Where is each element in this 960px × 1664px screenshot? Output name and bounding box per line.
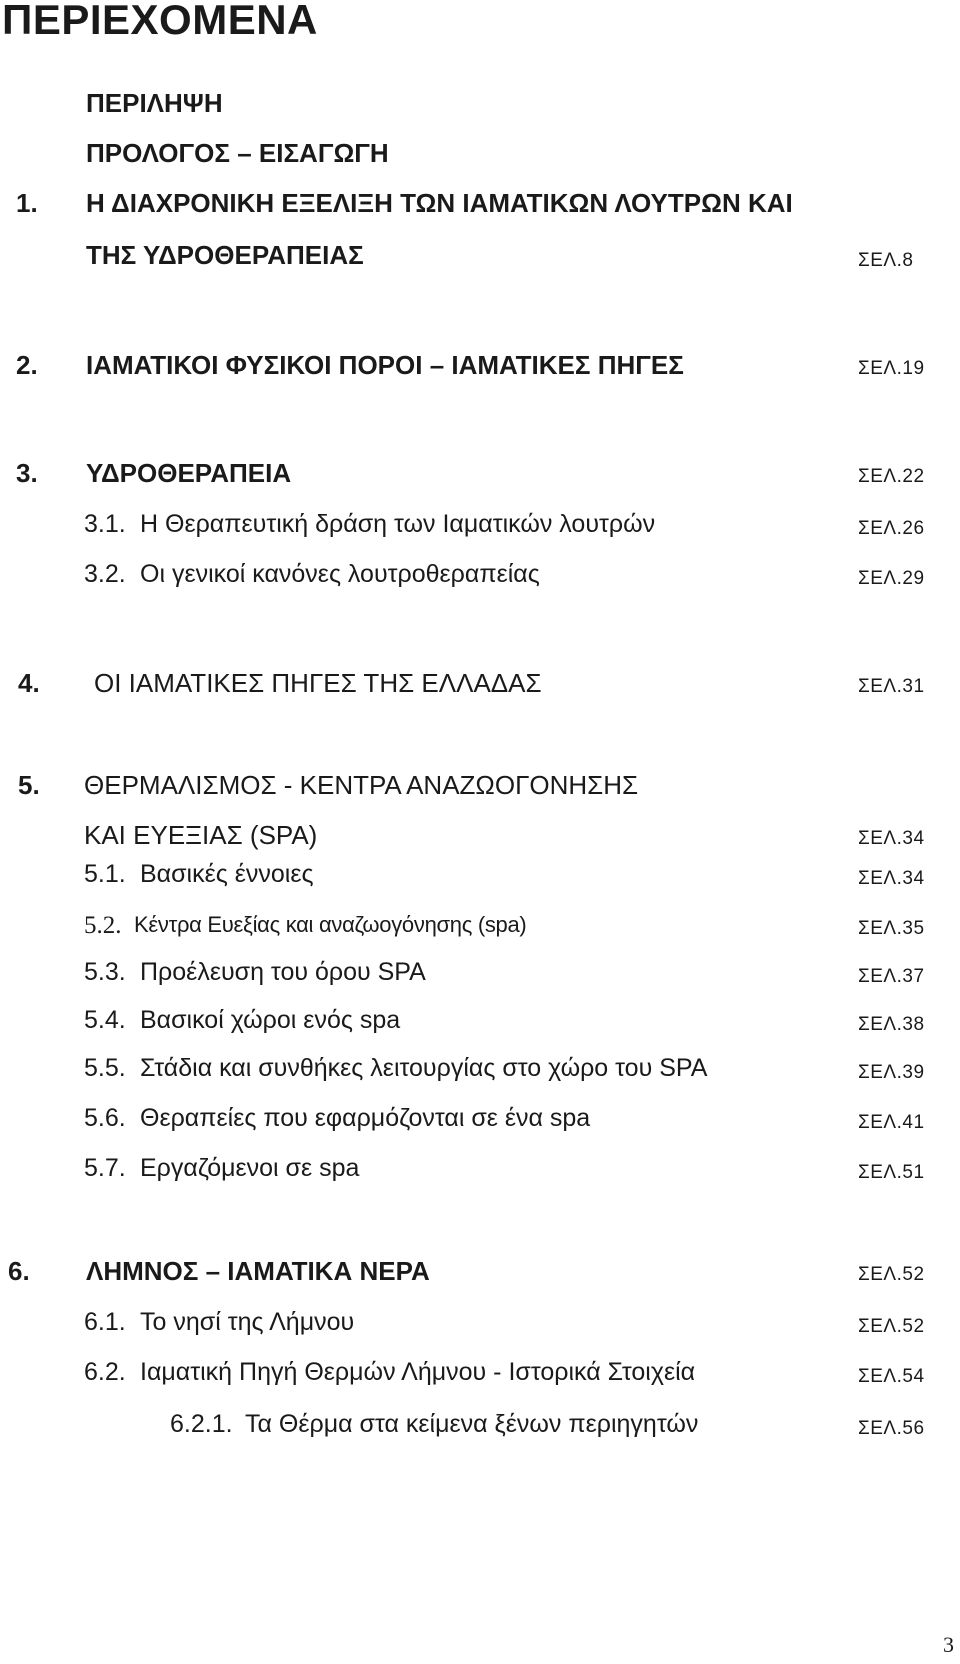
toc-entry-title: Τα Θέρμα στα κείμενα ξένων περιηγητών	[245, 1410, 699, 1438]
toc-page-ref: ΣΕΛ.19	[858, 358, 925, 379]
toc-entry-prologue: ΠΡΟΛΟΓΟΣ – ΕΙΣΑΓΩΓΗ	[86, 138, 389, 168]
toc-page-ref: ΣΕΛ.52	[858, 1316, 925, 1337]
toc-entry-title: Βασικές έννοιες	[140, 860, 314, 888]
toc-number: 3.	[16, 458, 38, 488]
toc-entry-title: Προέλευση του όρου SPA	[140, 958, 426, 986]
toc-number: 5.7.	[84, 1154, 126, 1182]
toc-page-ref: ΣΕΛ.35	[858, 918, 925, 939]
toc-entry-title-cont: ΚΑΙ ΕΥΕΞΙΑΣ (SPA)	[84, 820, 318, 850]
toc-entry-title: ΥΔΡΟΘΕΡΑΠΕΙΑ	[86, 458, 292, 488]
toc-page-ref: ΣΕΛ.39	[858, 1062, 925, 1083]
toc-number: 3.2.	[84, 560, 126, 588]
toc-number: 5.2.	[84, 912, 122, 939]
toc-page-ref: ΣΕΛ.37	[858, 966, 925, 987]
toc-page-ref: ΣΕΛ.56	[858, 1418, 925, 1439]
toc-entry-title: ΘΕΡΜΑΛΙΣΜΟΣ - ΚΕΝΤΡΑ ΑΝΑΖΩΟΓΟΝΗΣΗΣ	[84, 770, 639, 800]
toc-number: 5.5.	[84, 1054, 126, 1082]
toc-page-ref: ΣΕΛ.29	[858, 568, 925, 589]
page-number: 3	[943, 1632, 954, 1657]
toc-entry-title: ΙΑΜΑΤΙΚΟΙ ΦΥΣΙΚΟΙ ΠΟΡΟΙ – ΙΑΜΑΤΙΚΕΣ ΠΗΓΕΣ	[86, 350, 684, 380]
toc-page-ref: ΣΕΛ.54	[858, 1366, 925, 1387]
page-title: ΠΕΡΙΕΧΟΜΕΝΑ	[2, 0, 318, 43]
toc-entry-summary: ΠΕΡΙΛΗΨΗ	[86, 88, 223, 118]
toc-number: 6.2.1.	[170, 1410, 233, 1438]
toc-page-ref: ΣΕΛ.41	[858, 1112, 925, 1133]
toc-number: 5.4.	[84, 1006, 126, 1034]
toc-number: 5.3.	[84, 958, 126, 986]
toc-page-ref: ΣΕΛ.22	[858, 466, 925, 487]
toc-entry-title: Οι γενικοί κανόνες λουτροθεραπείας	[140, 560, 540, 588]
toc-number: 4.	[18, 668, 40, 698]
toc-entry-title: Ιαματική Πηγή Θερμών Λήμνου - Ιστορικά Στοιχεία	[140, 1358, 696, 1386]
toc-page-ref: ΣΕΛ.34	[858, 868, 925, 889]
toc-number: 3.1.	[84, 510, 126, 538]
toc-number: 1.	[16, 188, 38, 218]
toc-page-ref: ΣΕΛ.34	[858, 828, 925, 849]
toc-entry-title: Θεραπείες που εφαρμόζονται σε ένα spa	[140, 1104, 591, 1132]
toc-number: 2.	[16, 350, 38, 380]
toc-page-ref: ΣΕΛ.26	[858, 518, 925, 539]
toc-page-ref: ΣΕΛ.52	[858, 1264, 925, 1285]
toc-entry-title: ΟΙ ΙΑΜΑΤΙΚΕΣ ΠΗΓΕΣ ΤΗΣ ΕΛΛΑΔΑΣ	[94, 668, 542, 698]
toc-entry-title: Στάδια και συνθήκες λειτουργίας στο χώρο του SPA	[140, 1054, 708, 1082]
toc-entry-title-cont: ΤΗΣ ΥΔΡΟΘΕΡΑΠΕΙΑΣ	[86, 240, 364, 270]
toc-number: 5.1.	[84, 860, 126, 888]
toc-number: 5.6.	[84, 1104, 126, 1132]
toc-number: 5.	[18, 770, 40, 800]
toc-entry-title: Η ΔΙΑΧΡΟΝΙΚΗ ΕΞΕΛΙΞΗ ΤΩΝ ΙΑΜΑΤΙΚΩΝ ΛΟΥΤΡΩΝ ΚΑΙ	[86, 188, 793, 218]
toc-entry-title: Η Θεραπευτική δράση των Ιαματικών λουτρών	[140, 510, 656, 538]
toc-number: 6.	[8, 1256, 30, 1286]
toc-page-ref: ΣΕΛ.38	[858, 1014, 925, 1035]
toc-entry-title: ΛΗΜΝΟΣ – ΙΑΜΑΤΙΚΑ ΝΕΡΑ	[86, 1256, 430, 1286]
toc-entry-title: Το νησί της Λήμνου	[140, 1308, 355, 1336]
toc-page-ref: ΣΕΛ.8	[858, 250, 914, 271]
toc-number: 6.1.	[84, 1308, 126, 1336]
toc-entry-title: Εργαζόμενοι σε spa	[140, 1154, 360, 1182]
toc-entry-title: Κέντρα Ευεξίας και αναζωογόνησης (spa)	[134, 912, 527, 937]
toc-entry-title: Βασικοί χώροι ενός spa	[140, 1006, 401, 1034]
toc-page-ref: ΣΕΛ.51	[858, 1162, 925, 1183]
toc-number: 6.2.	[84, 1358, 126, 1386]
toc-page-ref: ΣΕΛ.31	[858, 676, 925, 697]
